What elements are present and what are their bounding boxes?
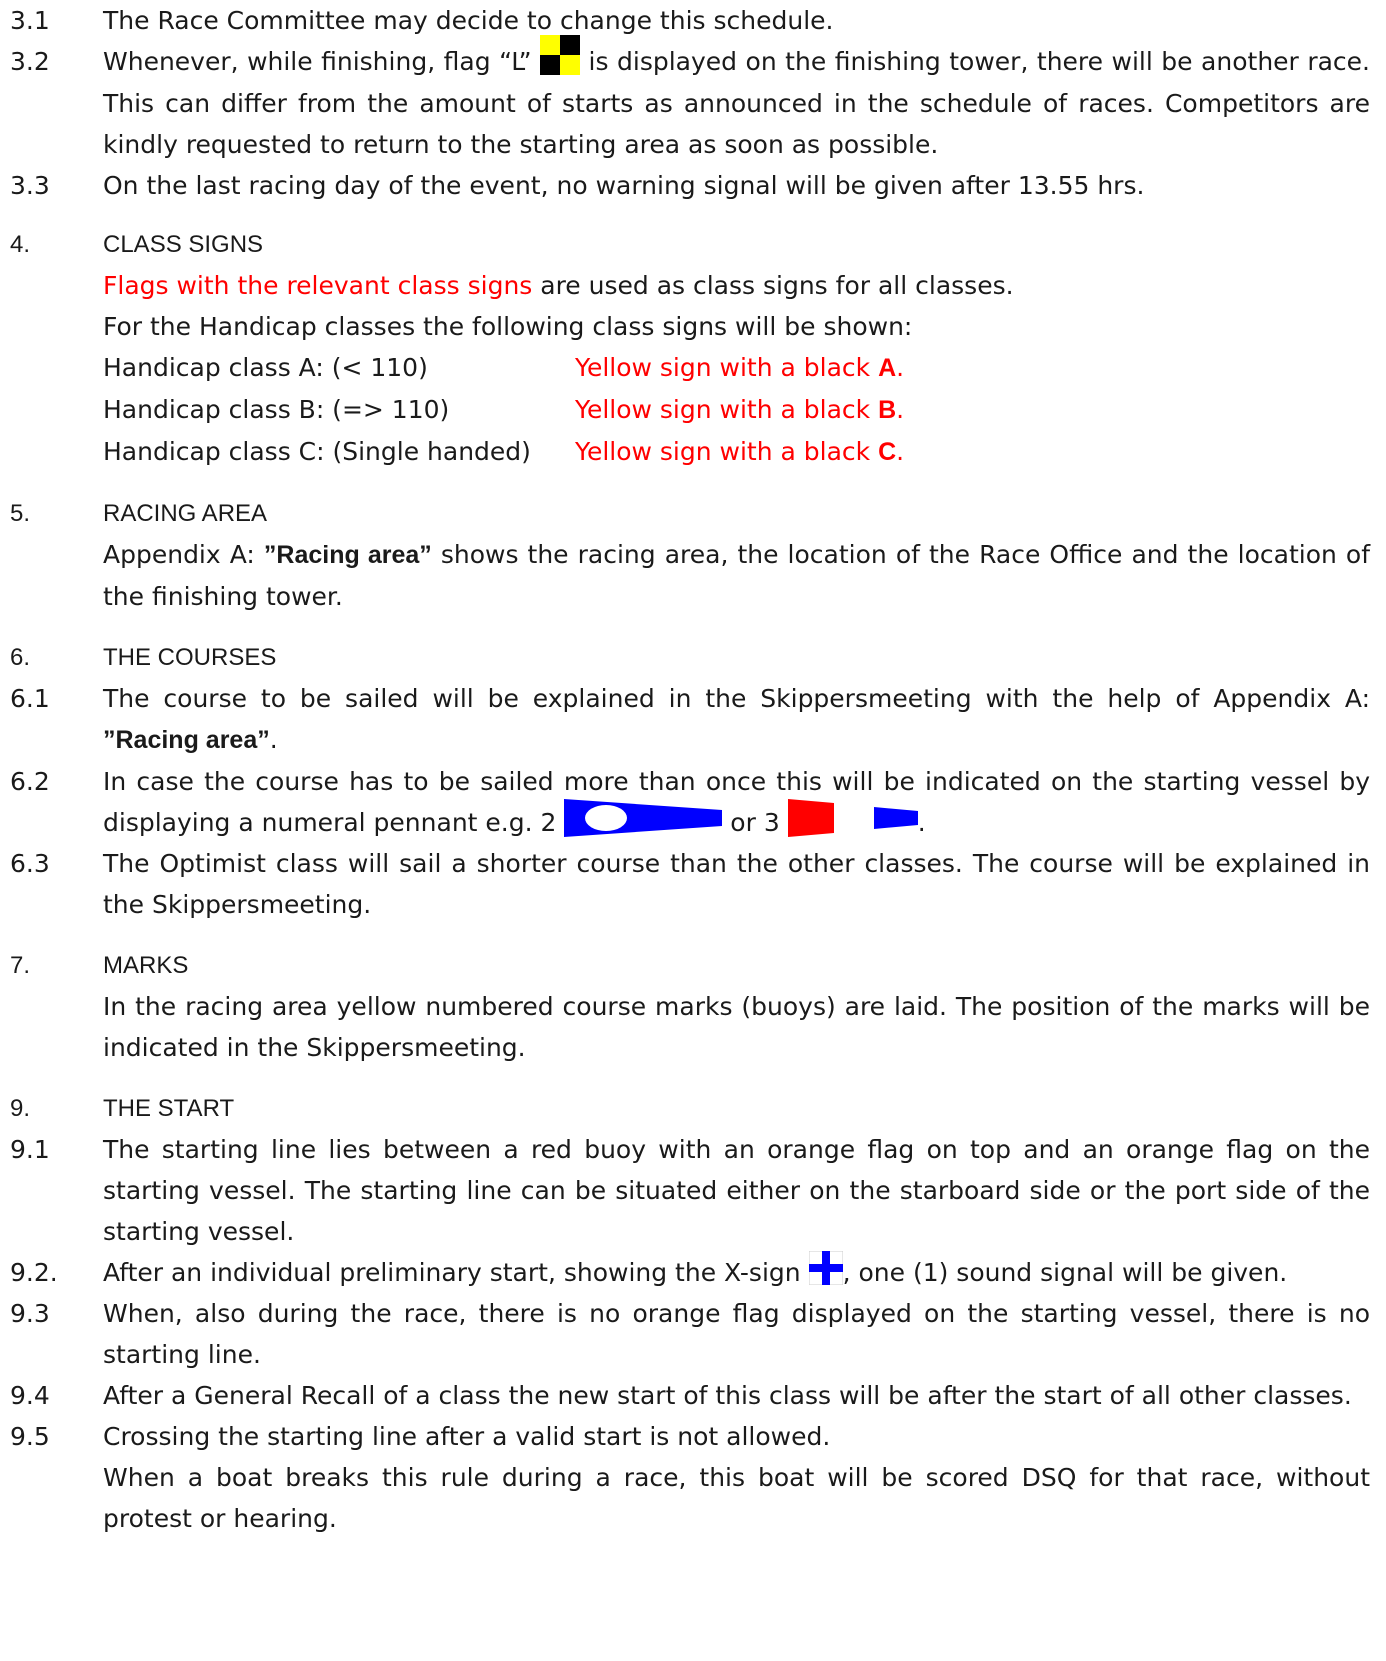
body-text: In case the course has to be sailed more than once this will be indicated on the starting vessel by displaying a numeral pennant e.g. 2 [103,767,1370,837]
body-text: are used as class signs for all classes. [532,271,1014,300]
section-number: 4. [10,231,31,258]
bold-reference: ”Racing area” [103,726,270,754]
section-number: 5. [10,500,31,527]
pennant-3-icon [788,799,918,837]
section-number: 7. [10,952,31,979]
item-number: 9.3 [10,1299,50,1328]
item-9-2 [10,1252,1370,1293]
section-title: THE START [103,1095,235,1122]
item-number: 9.1 [10,1135,50,1164]
item-9-3 [10,1293,1370,1375]
item-number: 3.1 [10,6,50,35]
item-number: 9.4 [10,1381,50,1410]
item-text [103,41,1370,165]
item-number: 6.1 [10,684,50,713]
item-number: 6.2 [10,767,50,796]
section-heading-class-signs [10,224,1370,265]
item-3-3 [10,165,1370,206]
section-heading-courses [10,637,1370,678]
handicap-class-a [103,347,1370,389]
item-text: After a General Recall of a class the new start of this class will be after the start of all other classes. [103,1381,1352,1410]
body-text: . [269,725,278,754]
handicap-class-b [103,389,1370,431]
body-text: The course to be sailed will be explained in the Skippersmeeting with the help of Appendix A: [103,684,1370,713]
desc-text: Yellow sign with a black [575,395,879,424]
item-text [103,761,1370,843]
body-text: After an individual preliminary start, showing the X-sign [103,1258,809,1287]
desc-text: Yellow sign with a black [575,353,879,382]
red-text: Flags with the relevant class signs [103,271,533,300]
item-6-1 [10,678,1370,761]
body-text: Appendix A: [103,540,264,569]
item-text: When, also during the race, there is no orange flag displayed on the starting vessel, there is no starting line. [103,1299,1370,1369]
item-number: 6.3 [10,849,50,878]
text-before-flag: Whenever, while finishing, flag “L” [103,47,541,76]
item-number: 9.5 [10,1422,50,1451]
desc-end: . [896,353,905,382]
class-label: Handicap class A: (< 110) [103,353,428,382]
item-text [103,1416,1370,1539]
handicap-class-c [103,431,1370,473]
class-letter: A [878,354,897,382]
item-6-3 [10,843,1370,925]
class-sign-desc [575,389,904,431]
body-text: or 3 [722,808,788,837]
item-9-5 [10,1416,1370,1539]
document-page [10,0,1370,1539]
flag-l-icon [540,35,580,75]
item-6-2 [10,761,1370,843]
section-title: RACING AREA [103,500,268,527]
pennant-2-icon [564,799,722,837]
item-text [103,1252,1370,1293]
class-signs-intro [103,265,1370,306]
text-after-flag: is displayed on the finishing tower, there will be another race. This can differ from the amount of starts as announced in the schedule of races. Competitors are kindly requested to return to the starting area as soon as possible. [103,47,1370,159]
desc-text: Yellow sign with a black [575,437,879,466]
section-title: THE COURSES [103,644,277,671]
body-text: Crossing the starting line after a valid start is not allowed. [103,1422,831,1451]
item-3-1 [10,0,1370,41]
racing-area-text [103,534,1370,617]
class-sign-desc [575,431,904,473]
marks-text: In the racing area yellow numbered course marks (buoys) are laid. The position of the marks will be indicated in the Skippersmeeting. [103,992,1370,1062]
section-title: CLASS SIGNS [103,231,264,258]
item-9-4 [10,1375,1370,1416]
item-3-2 [10,41,1370,165]
body-text: . [917,808,926,837]
item-text: The starting line lies between a red buoy with an orange flag on top and an orange flag on the starting vessel. The starting line can be situated either on the starboard side or the port side of the starting vessel. [103,1135,1370,1246]
section-title: MARKS [103,952,189,979]
item-number: 3.2 [10,47,50,76]
item-text [103,678,1370,761]
body-text: shows the racing area, the location of the Race Office and the location of the finishing tower. [103,540,1370,611]
class-sign-desc [575,347,904,389]
item-text: The Race Committee may decide to change this schedule. [103,6,834,35]
desc-end: . [896,437,905,466]
item-number: 9.2. [10,1258,58,1287]
item-9-1 [10,1129,1370,1252]
section-heading-start [10,1088,1370,1129]
section-number: 6. [10,644,31,671]
class-label: Handicap class B: (=> 110) [103,395,450,424]
body-text: When a boat breaks this rule during a race, this boat will be scored DSQ for that race, without protest or hearing. [103,1463,1370,1533]
bold-reference: ”Racing area” [263,541,432,569]
class-signs-line: For the Handicap classes the following class signs will be shown: [103,312,913,341]
body-text: , one (1) sound signal will be given. [842,1258,1288,1287]
section-heading-racing-area [10,493,1370,534]
section-heading-marks [10,945,1370,986]
class-letter: B [878,396,897,424]
section-number: 9. [10,1095,31,1122]
item-text: The Optimist class will sail a shorter course than the other classes. The course will be explained in the Skippersmeeting. [103,849,1370,919]
desc-end: . [896,395,905,424]
item-text: On the last racing day of the event, no warning signal will be given after 13.55 hrs. [103,171,1145,200]
item-number: 3.3 [10,171,50,200]
class-label: Handicap class C: (Single handed) [103,437,531,466]
flag-x-icon [809,1251,843,1285]
class-letter: C [878,438,897,466]
